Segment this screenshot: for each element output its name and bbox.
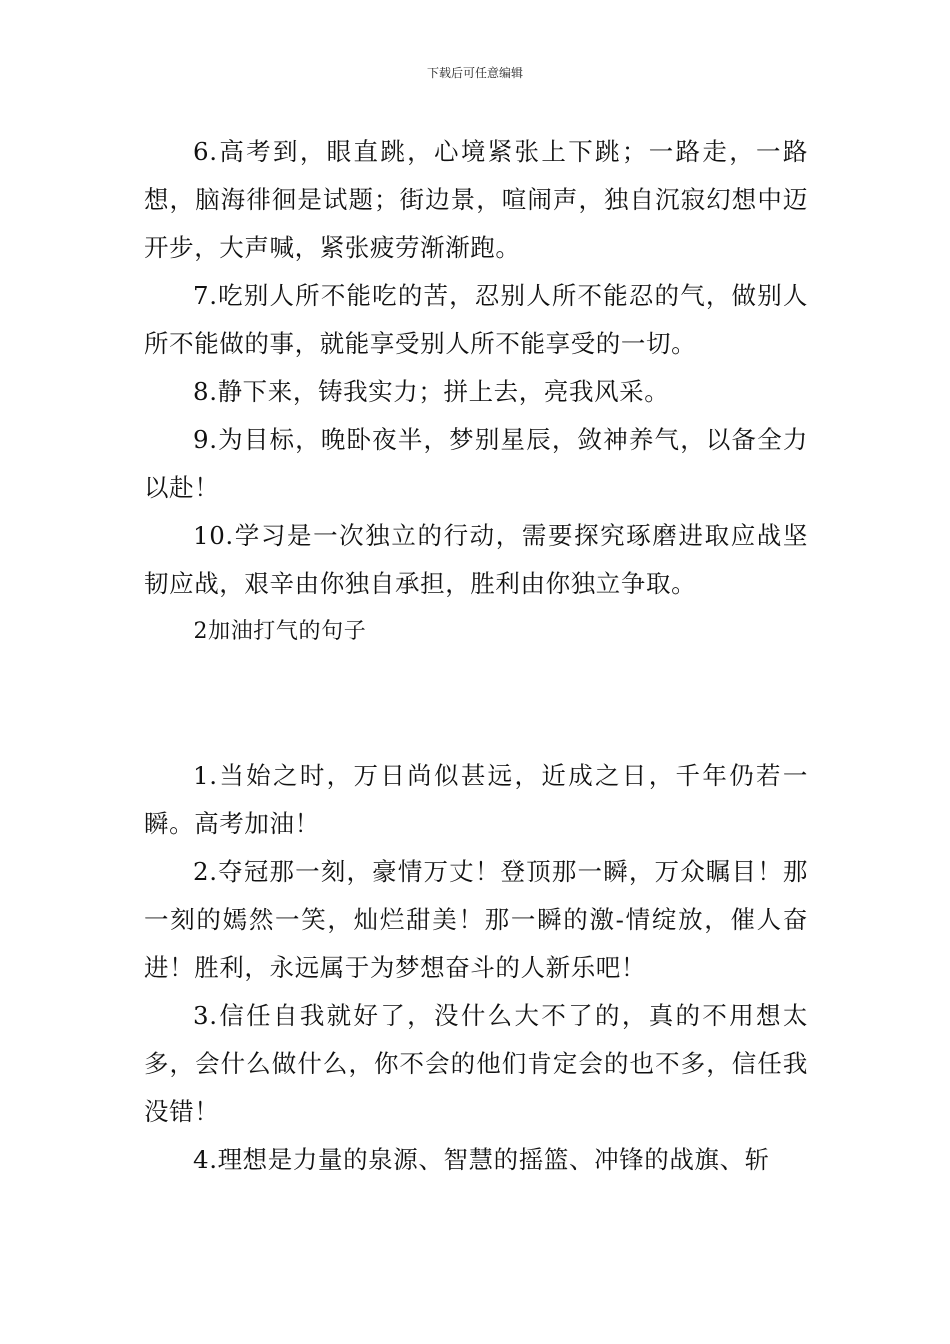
cheer-item-4: 4.理想是力量的泉源、智慧的摇篮、冲锋的战旗、斩: [193, 1145, 770, 1174]
page-header-note: 下载后可任意编辑: [426, 66, 523, 80]
sentence-item-7: 7.吃别人所不能吃的苦，忍别人所不能忍的气，做别人所不能做的事，就能享受别人所不能享受的一切。: [144, 281, 808, 358]
cheer-item-3: 3.信任自我就好了，没什么大不了的，真的不用想太多，会什么做什么，你不会的他们肯定会的也不多，信任我没错！: [144, 1001, 808, 1126]
cheer-item-1: 1.当始之时，万日尚似甚远，近成之日，千年仍若一瞬。高考加油！: [144, 761, 808, 838]
sentence-item-8: 8.静下来，铸我实力；拼上去，亮我风采。: [193, 377, 670, 406]
sentence-item-9: 9.为目标，晚卧夜半，梦别星辰，敛神养气，以备全力以赴！: [144, 425, 808, 502]
sentence-item-10: 10.学习是一次独立的行动，需要探究琢磨进取应战坚韧应战，艰辛由你独自承担，胜利由你独立争取。: [144, 521, 808, 598]
blank-gap: [144, 656, 808, 752]
document-body: [144, 128, 808, 1184]
cheer-item-2: 2.夺冠那一刻，豪情万丈！登顶那一瞬，万众瞩目！那一刻的嫣然一笑，灿烂甜美！那一瞬的激-情绽放，催人奋进！胜利，永远属于为梦想奋斗的人新乐吧！: [144, 857, 808, 982]
sentence-item-6: 6.高考到，眼直跳，心境紧张上下跳；一路走，一路想，脑海徘徊是试题；街边景，喧闹声，独自沉寂幻想中迈开步，大声喊，紧张疲劳渐渐跑。: [144, 137, 808, 262]
section-heading: 2加油打气的句子: [193, 619, 367, 644]
